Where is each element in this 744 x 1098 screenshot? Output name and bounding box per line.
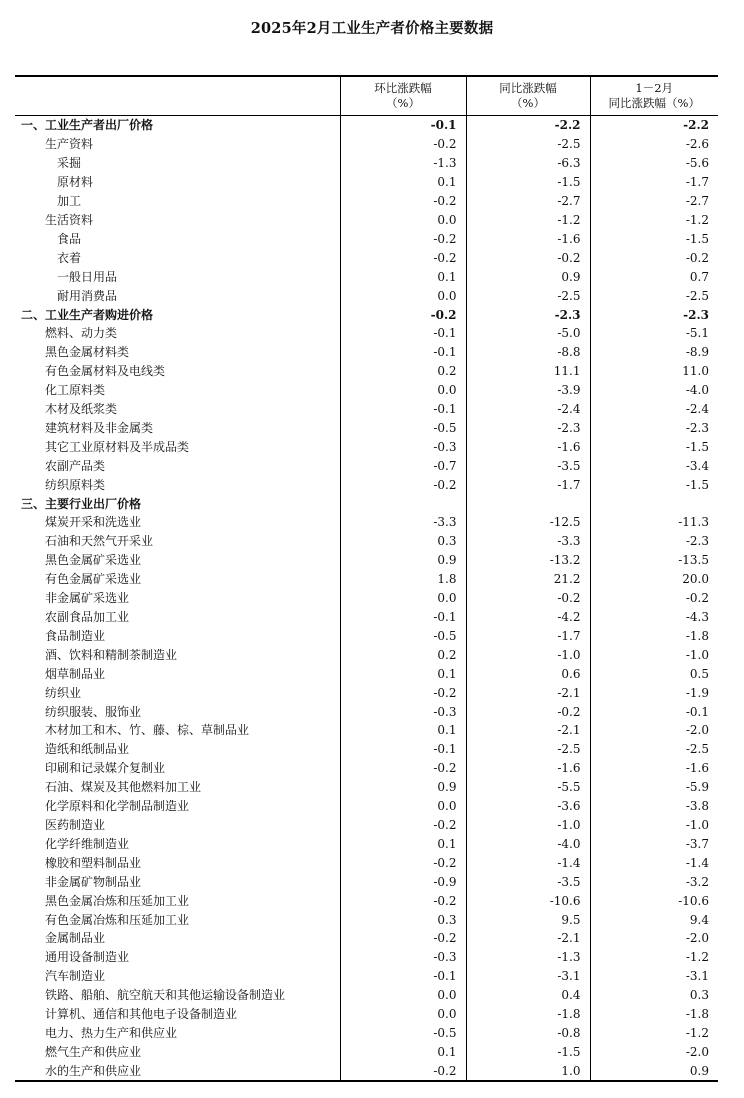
table-row [15,305,718,324]
row-label: 食品 [57,231,82,246]
header-mom [340,76,466,116]
mom-value: -0.2 [340,816,466,835]
ytd-value: -1.6 [590,759,718,778]
yoy-value: -1.8 [466,1005,590,1024]
row-label: 非金属矿采选业 [45,591,130,606]
ytd-value: -2.6 [590,135,718,154]
row-label: 计算机、通信和其他电子设备制造业 [45,1007,238,1022]
ytd-value: -1.2 [590,948,718,967]
mom-value: -0.5 [340,419,466,438]
table-row [15,532,718,551]
mom-value: -0.2 [340,192,466,211]
ytd-value: 0.5 [590,664,718,683]
mom-value: -0.7 [340,456,466,475]
mom-value: 0.1 [340,173,466,192]
row-label: 一、工业生产者出厂价格 [21,118,154,133]
row-label: 纺织原料类 [45,477,106,492]
ytd-value: -1.2 [590,211,718,230]
ytd-value: -11.3 [590,513,718,532]
mom-value: 0.0 [340,1005,466,1024]
table-row [15,664,718,683]
mom-value: -3.3 [340,513,466,532]
ytd-value: -2.3 [590,305,718,324]
table-row [15,343,718,362]
page-title: 2025年2月工业生产者价格主要数据 [250,20,494,37]
table-row [15,192,718,211]
row-label: 金属制品业 [45,931,106,946]
ytd-value: -0.2 [590,248,718,267]
mom-value: -0.2 [340,891,466,910]
row-label: 汽车制造业 [45,969,106,984]
mom-value: -0.2 [340,248,466,267]
table-row [15,116,718,135]
yoy-value: -13.2 [466,551,590,570]
ytd-value: -1.4 [590,853,718,872]
yoy-value: -2.3 [466,419,590,438]
ytd-value: -2.7 [590,192,718,211]
row-label: 农副食品加工业 [45,610,130,625]
table-row [15,419,718,438]
ytd-value: -1.5 [590,437,718,456]
table-row [15,211,718,230]
mom-value: -0.1 [340,967,466,986]
ytd-value: -2.3 [590,419,718,438]
yoy-value: -3.3 [466,532,590,551]
table-row [15,494,718,513]
table-row [15,381,718,400]
ytd-value: -1.7 [590,173,718,192]
header-mom-line2: （%） [386,96,420,110]
mom-value: -0.1 [340,608,466,627]
row-label: 电力、热力生产和供应业 [45,1025,178,1040]
ytd-value: 0.9 [590,1061,718,1081]
table-row [15,626,718,645]
table-row [15,1024,718,1043]
row-label: 食品制造业 [45,628,106,643]
mom-value: -0.2 [340,759,466,778]
mom-value [340,494,466,513]
row-label: 建筑材料及非金属类 [45,420,154,435]
table-row [15,324,718,343]
table-row [15,456,718,475]
ytd-value: -1.0 [590,816,718,835]
row-label: 衣着 [57,250,82,265]
yoy-value: -4.2 [466,608,590,627]
table-row [15,1061,718,1081]
mom-value: -1.3 [340,154,466,173]
mom-value: -0.3 [340,702,466,721]
mom-value: 0.3 [340,532,466,551]
table-row [15,570,718,589]
mom-value: 0.1 [340,664,466,683]
yoy-value: -2.2 [466,116,590,135]
ytd-value: -10.6 [590,891,718,910]
table-row [15,475,718,494]
row-label: 三、主要行业出厂价格 [21,496,142,511]
mom-value: -0.1 [340,116,466,135]
mom-value: -0.2 [340,135,466,154]
ytd-value: -3.4 [590,456,718,475]
table-row [15,740,718,759]
table-row [15,400,718,419]
ytd-value: -2.5 [590,740,718,759]
ytd-value: 11.0 [590,362,718,381]
table-row [15,645,718,664]
table-row [15,872,718,891]
ytd-value: 20.0 [590,570,718,589]
ytd-value [590,494,718,513]
row-label: 纺织服装、服饰业 [45,704,142,719]
yoy-value: -1.0 [466,645,590,664]
yoy-value: -3.6 [466,797,590,816]
ytd-value: -1.8 [590,1005,718,1024]
table-row [15,608,718,627]
ytd-value: -2.3 [590,532,718,551]
row-label: 印刷和记录媒介复制业 [45,761,166,776]
header-label-cell [15,76,340,116]
yoy-value: -2.1 [466,929,590,948]
mom-value: 1.8 [340,570,466,589]
mom-value: -0.2 [340,683,466,702]
table-row [15,267,718,286]
header-ytd [590,76,718,116]
mom-value: -0.2 [340,853,466,872]
mom-value: -0.5 [340,626,466,645]
ytd-value: -2.2 [590,116,718,135]
row-label: 水的生产和供应业 [15,1061,340,1081]
ytd-value: -0.2 [590,589,718,608]
row-label: 农副产品类 [45,458,106,473]
table-body [15,116,718,1082]
row-label: 生产资料 [45,137,94,152]
mom-value: 0.0 [340,211,466,230]
header-ytd-line2: 同比涨跌幅（%） [608,96,700,110]
yoy-value: -5.5 [466,778,590,797]
header-mom-line1: 环比涨跌幅 [374,81,432,95]
yoy-value: -2.5 [466,740,590,759]
mom-value: -0.9 [340,872,466,891]
table-row [15,362,718,381]
mom-value: 0.0 [340,381,466,400]
row-label: 木材加工和木、竹、藤、棕、草制品业 [45,723,250,738]
mom-value: 0.0 [340,797,466,816]
row-label: 医药制造业 [45,817,106,832]
row-label: 黑色金属冶炼和压延加工业 [45,893,190,908]
row-label: 生活资料 [45,212,94,227]
yoy-value: -5.0 [466,324,590,343]
mom-value: -0.3 [340,948,466,967]
mom-value: -0.2 [340,929,466,948]
ytd-value: -1.0 [590,645,718,664]
ytd-value: -2.4 [590,400,718,419]
yoy-value: 0.4 [466,986,590,1005]
row-label: 纺织业 [45,685,82,700]
yoy-value: -6.3 [466,154,590,173]
row-label: 铁路、船舶、航空航天和其他运输设备制造业 [45,988,286,1003]
row-label: 石油和天然气开采业 [45,534,154,549]
table-row [15,853,718,872]
yoy-value: -1.6 [466,759,590,778]
row-label: 木材及纸浆类 [45,402,118,417]
ytd-value: -4.0 [590,381,718,400]
ytd-value: -1.8 [590,626,718,645]
row-label: 原材料 [57,175,94,190]
row-label: 酒、饮料和精制茶制造业 [45,647,178,662]
row-label: 燃料、动力类 [45,326,118,341]
yoy-value: -1.5 [466,1042,590,1061]
row-label: 煤炭开采和洗选业 [45,515,142,530]
row-label: 其它工业原材料及半成品类 [45,439,190,454]
yoy-value: -1.4 [466,853,590,872]
table-row [15,834,718,853]
mom-value: 0.1 [340,1042,466,1061]
yoy-value: -1.6 [466,229,590,248]
table-row [15,551,718,570]
mom-value: -0.2 [340,229,466,248]
row-label: 燃气生产和供应业 [45,1044,142,1059]
row-label: 二、工业生产者购进价格 [21,307,154,322]
mom-value: -0.1 [340,740,466,759]
header-yoy-line2: （%） [511,96,545,110]
table-row [15,589,718,608]
header-yoy-line1: 同比涨跌幅 [499,81,557,95]
yoy-value: -2.1 [466,721,590,740]
ytd-value: -8.9 [590,343,718,362]
mom-value: -0.3 [340,437,466,456]
mom-value: 0.1 [340,834,466,853]
ytd-value: -5.9 [590,778,718,797]
table-row [15,1005,718,1024]
ppi-table [15,75,718,1082]
ytd-value: -4.3 [590,608,718,627]
table-row [15,816,718,835]
yoy-value: 1.0 [466,1061,590,1081]
yoy-value: -2.5 [466,135,590,154]
yoy-value: 21.2 [466,570,590,589]
yoy-value: -2.5 [466,286,590,305]
table-row [15,229,718,248]
row-label: 采掘 [57,156,82,171]
ytd-value: 9.4 [590,910,718,929]
yoy-value: 0.9 [466,267,590,286]
row-label: 烟草制品业 [45,666,106,681]
yoy-value: -2.3 [466,305,590,324]
ytd-value: -3.1 [590,967,718,986]
mom-value: -0.5 [340,1024,466,1043]
ytd-value: -3.7 [590,834,718,853]
row-label: 非金属矿物制品业 [45,874,142,889]
mom-value: -0.1 [340,343,466,362]
mom-value: -0.2 [340,475,466,494]
ytd-value: -5.6 [590,154,718,173]
yoy-value: 9.5 [466,910,590,929]
table-row [15,135,718,154]
mom-value: 0.0 [340,286,466,305]
ytd-value: -13.5 [590,551,718,570]
yoy-value: -2.1 [466,683,590,702]
ytd-value: -1.9 [590,683,718,702]
mom-value: 0.9 [340,778,466,797]
yoy-value: 0.6 [466,664,590,683]
table-row [15,702,718,721]
row-label: 有色金属矿采选业 [45,572,142,587]
table-row [15,778,718,797]
table-row [15,437,718,456]
table-row [15,683,718,702]
yoy-value: -1.7 [466,626,590,645]
ytd-value: 0.3 [590,986,718,1005]
yoy-value: 11.1 [466,362,590,381]
row-label: 加工 [57,194,82,209]
header-yoy [466,76,590,116]
yoy-value: -0.2 [466,702,590,721]
mom-value: -0.1 [340,324,466,343]
row-label: 有色金属冶炼和压延加工业 [45,912,190,927]
table-row [15,929,718,948]
yoy-value: -0.2 [466,589,590,608]
mom-value: 0.3 [340,910,466,929]
yoy-value: -10.6 [466,891,590,910]
mom-value: 0.2 [340,362,466,381]
yoy-value: -1.7 [466,475,590,494]
mom-value: 0.2 [340,645,466,664]
yoy-value: -1.0 [466,816,590,835]
table-row [15,248,718,267]
yoy-value: -2.4 [466,400,590,419]
mom-value: -0.1 [340,400,466,419]
table-row [15,154,718,173]
mom-value: 0.9 [340,551,466,570]
ytd-value: -3.2 [590,872,718,891]
row-label: 有色金属材料及电线类 [45,364,166,379]
yoy-value: -3.5 [466,456,590,475]
row-label: 黑色金属材料类 [45,345,130,360]
header-ytd-line1: 1－2月 [635,81,674,95]
table-row [15,1042,718,1061]
ytd-value: -2.0 [590,1042,718,1061]
mom-value: 0.0 [340,986,466,1005]
yoy-value [466,494,590,513]
mom-value: 0.1 [340,721,466,740]
ytd-value: -1.5 [590,475,718,494]
yoy-value: -3.5 [466,872,590,891]
mom-value: 0.1 [340,267,466,286]
table-row [15,967,718,986]
table-row [15,759,718,778]
ytd-value: -2.0 [590,721,718,740]
ytd-value: -1.2 [590,1024,718,1043]
yoy-value: -1.2 [466,211,590,230]
table-row [15,173,718,192]
yoy-value: -2.7 [466,192,590,211]
table-row [15,948,718,967]
yoy-value: -1.3 [466,948,590,967]
ytd-value: 0.7 [590,267,718,286]
yoy-value: -0.8 [466,1024,590,1043]
row-label: 橡胶和塑料制品业 [45,855,142,870]
row-label: 化工原料类 [45,383,106,398]
table-row [15,891,718,910]
yoy-value: -3.1 [466,967,590,986]
row-label: 一般日用品 [57,269,118,284]
yoy-value: -12.5 [466,513,590,532]
mom-value: -0.2 [340,1061,466,1081]
ytd-value: -3.8 [590,797,718,816]
table-row [15,513,718,532]
table-header [15,76,718,116]
row-label: 黑色金属矿采选业 [45,553,142,568]
mom-value: -0.2 [340,305,466,324]
yoy-value: -4.0 [466,834,590,853]
table-row [15,721,718,740]
mom-value: 0.0 [340,589,466,608]
row-label: 造纸和纸制品业 [45,742,130,757]
ytd-value: -1.5 [590,229,718,248]
ytd-value: -0.1 [590,702,718,721]
row-label: 通用设备制造业 [45,950,130,965]
row-label: 化学纤维制造业 [45,836,130,851]
yoy-value: -1.6 [466,437,590,456]
table-row [15,286,718,305]
ytd-value: -2.0 [590,929,718,948]
yoy-value: -0.2 [466,248,590,267]
yoy-value: -1.5 [466,173,590,192]
table-row [15,910,718,929]
row-label: 石油、煤炭及其他燃料加工业 [45,780,202,795]
yoy-value: -8.8 [466,343,590,362]
ytd-value: -5.1 [590,324,718,343]
ytd-value: -2.5 [590,286,718,305]
yoy-value: -3.9 [466,381,590,400]
table-row [15,986,718,1005]
row-label: 耐用消费品 [57,288,118,303]
row-label: 化学原料和化学制品制造业 [45,799,190,814]
table-row [15,797,718,816]
